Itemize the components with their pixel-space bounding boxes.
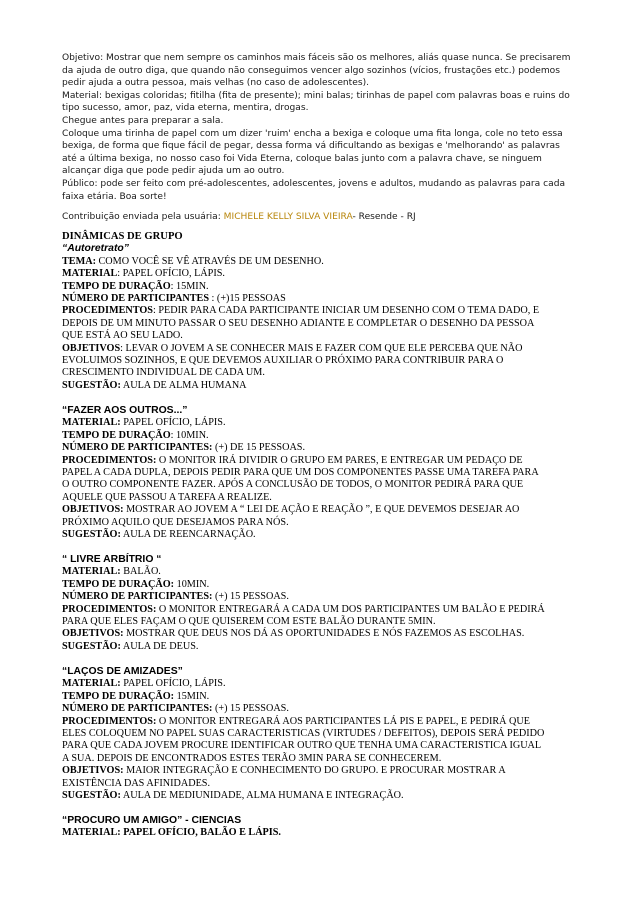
field-value: O OUTRO COMPONENTE FAZER. APÓS A CONCLUSÃO DE TODOS, O MONITOR PEDIRÁ PARA QUE [62, 479, 524, 491]
field-label: TEMPO DE DURAÇÃO: [62, 578, 175, 590]
field-label: OBJETIVOS: [62, 765, 124, 777]
field-value: O MONITOR ENTREGARÁ A CADA UM DOS PARTICIPANTES UM BALÃO E PEDIRÁ [156, 603, 545, 615]
field-value: A SUA. DEPOIS DE ENCONTRADOS ESTES TERÃO 3MIN PARA SE CONHECEREM. [62, 752, 442, 764]
field-label: MATERIAL: [62, 678, 121, 690]
field-value: : PAPEL OFÍCIO, LÁPIS. [117, 268, 225, 280]
field-label: MATERIAL: [62, 566, 121, 578]
field-label: OBJETIVOS [62, 342, 121, 354]
intro-line: faixa etária. Boa sorte! [62, 191, 167, 202]
contribution-prefix: Contribuição enviada pela usuária: [62, 212, 224, 223]
intro-line: Coloque uma tirinha de papel com um dizer 'ruim' encha a bexiga e coloque uma fita longa, cole no teto essa [62, 128, 563, 139]
intro-line: Público: pode ser feito com pré-adolescentes, adolescentes, jovens e adultos, mudando as palavras para cada [62, 178, 566, 189]
section-title: “ LIVRE ARBÍTRIO “ [62, 554, 162, 565]
field-value: PRÓXIMO AQUILO QUE DESEJAMOS PARA NÓS. [62, 516, 289, 528]
field-label: TEMPO DE DURAÇÃO [62, 280, 171, 292]
field-value: 10MIN. [174, 578, 210, 590]
field-label: SUGESTÃO: [62, 640, 121, 652]
intro-line: pedir ajuda a outra pessoa, mais velhas (no caso de adolescentes). [62, 78, 370, 89]
field-value: PAPEL OFÍCIO, LÁPIS. [120, 678, 226, 690]
field-value: MAIOR INTEGRAÇÃO E CONHECIMENTO DO GRUPO. E PROCURAR MOSTRAR A [123, 765, 506, 777]
section-title: “LAÇOS DE AMIZADES” [62, 666, 183, 677]
field-value: AULA DE DEUS. [120, 640, 199, 652]
field-label: TEMA: [62, 255, 96, 267]
field-value: EXISTÊNCIA DAS AFINIDADES. [62, 777, 211, 789]
section-title: “Autoretrato” [62, 243, 129, 255]
field-value: AULA DE ALMA HUMANA [120, 379, 247, 391]
field-value: PARA QUE ELES FAÇAM O QUE QUISEREM COM ESTE BALÃO DURANTE 5MIN. [62, 615, 436, 627]
field-value: AULA DE MEDIUNIDADE, ALMA HUMANA E INTEGRAÇÃO. [120, 789, 404, 801]
field-value: 15MIN. [174, 690, 210, 702]
intro-line: até a última bexiga, no nosso caso foi Vida Eterna, coloque balas junto com a palavra chave, se ninguem [62, 153, 542, 164]
field-label: OBJETIVOS: [62, 504, 124, 516]
field-value: (+) 15 PESSOAS. [212, 591, 289, 603]
contribution-credit [62, 211, 582, 224]
field-label: SUGESTÃO: [62, 379, 121, 391]
field-value: COMO VOCÊ SE VÊ ATRAVÉS DE UM DESENHO. [95, 255, 324, 267]
intro-line: alcançar diga que pode pedir ajuda um ao outro. [62, 166, 285, 177]
field-value: O MONITOR IRÁ DIVIDIR O GRUPO EM PARES, E ENTREGAR UM PEDAÇO DE [156, 454, 523, 466]
section-autoretrato [62, 231, 582, 392]
field-label: SUGESTÃO: [62, 528, 121, 540]
intro-line: da ajuda de outro diga, que quando não conseguimos vencer algo sozinhos (vícios, frustações etc.) podemos [62, 65, 560, 76]
field-value: ELES COLOQUEM NO PAPEL SUAS CARACTERISTICAS (VIRTUDES / DEFEITOS), DEPOIS SERÁ PEDIDO [62, 727, 545, 739]
contribution-suffix: - Resende - RJ [352, 212, 416, 223]
field-label: PROCEDIMENTOS: [62, 454, 157, 466]
contributor-name-link[interactable]: MICHELE KELLY SILVA VIEIRA [223, 212, 353, 223]
intro-line: bexiga, de forma que fique fácil de pegar, dessa forma vá dificultando as bexigas e 'melhorando' as palavras [62, 141, 560, 152]
field-value: MOSTRAR QUE DEUS NOS DÁ AS OPORTUNIDADES E NÓS FAZEMOS AS ESCOLHAS. [123, 628, 525, 640]
field-value: (+) DE 15 PESSOAS. [212, 442, 306, 454]
field-line: MATERIAL: PAPEL OFÍCIO, BALÃO E LÁPIS. [62, 827, 281, 839]
field-label: PROCEDIMENTOS: [62, 715, 157, 727]
section-fazer-aos-outros [62, 405, 582, 541]
intro-line: Chegue antes para preparar a sala. [62, 115, 224, 126]
field-value: (+) 15 PESSOAS. [212, 703, 289, 715]
field-value: QUE ESTÁ AO SEU LADO. [62, 330, 183, 342]
field-label: OBJETIVOS: [62, 628, 124, 640]
field-value: BALÃO. [120, 566, 161, 578]
field-label: NÚMERO DE PARTICIPANTES: [62, 591, 213, 603]
field-value: PAPEL OFÍCIO, LÁPIS. [120, 417, 226, 429]
field-label: NÚMERO DE PARTICIPANTES: [62, 442, 213, 454]
section-procuro-um-amigo [62, 815, 582, 840]
field-label: TEMPO DE DURAÇÃO: [62, 690, 175, 702]
field-label: NÚMERO DE PARTICIPANTES: [62, 703, 213, 715]
field-value: : LEVAR O JOVEM A SE CONHECER MAIS E FAZER COM QUE ELE PERCEBA QUE NÃO [120, 342, 523, 354]
section-livre-arbitrio [62, 554, 582, 653]
field-value: CRESCIMENTO INDIVIDUAL DE CADA UM. [62, 367, 265, 379]
field-value: EVOLUIMOS SOZINHOS, E QUE DEVEMOS AUXILIAR O PRÓXIMO PARA CONTRIBUIR PARA O [62, 354, 504, 366]
intro-line: Material: bexigas coloridas; fitilha (fita de presente); mini balas; tirinhas de papel com palavras boas e ruins do [62, 90, 570, 101]
field-value: MOSTRAR AO JOVEM A “ LEI DE AÇÃO E REAÇÃO ”, E QUE DEVEMOS DESEJAR AO [123, 504, 520, 516]
field-label: PROCEDIMENTOS [62, 305, 153, 317]
field-value: PAPEL A CADA DUPLA, DEPOIS PEDIR PARA QUE UM DOS COMPONENTES PASSE UMA TAREFA PARA [62, 466, 539, 478]
intro-line: Objetivo: Mostrar que nem sempre os caminhos mais fáceis são os melhores, aliás quase nunca. Se precisarem [62, 53, 571, 63]
field-label: MATERIAL [62, 268, 118, 280]
field-label: TEMPO DE DURAÇÃO [62, 429, 171, 441]
intro-line: tipo sucesso, amor, paz, vida eterna, mentira, drogas. [62, 103, 309, 114]
field-value: : (+)15 PESSOAS [209, 292, 286, 304]
field-value: AQUELE QUE PASSOU A TAREFA A REALIZE. [62, 491, 272, 503]
field-value: AULA DE REENCARNAÇÃO. [120, 528, 256, 540]
field-value: DEPOIS DE UM MINUTO PASSAR O SEU DESENHO ADIANTE E COMPLETAR O DESENHO DA PESSOA [62, 317, 535, 329]
field-value: : 15MIN. [170, 280, 209, 292]
field-label: NÚMERO DE PARTICIPANTES [62, 292, 209, 304]
field-value: : 10MIN. [170, 429, 209, 441]
section-title: “PROCURO UM AMIGO” - CIENCIAS [62, 815, 242, 826]
intro-block [62, 52, 582, 224]
field-value: : PEDIR PARA CADA PARTICIPANTE INICIAR UM DESENHO COM O TEMA DADO, E [152, 305, 540, 317]
field-label: PROCEDIMENTOS: [62, 603, 157, 615]
section-lacos-de-amizades [62, 666, 582, 802]
document-heading: DINÂMICAS DE GRUPO [62, 231, 183, 242]
field-label: SUGESTÃO: [62, 789, 121, 801]
field-label: MATERIAL: [62, 417, 121, 429]
section-title: “FAZER AOS OUTROS...” [62, 405, 188, 416]
field-value: O MONITOR ENTREGARÁ AOS PARTICIPANTES LÁ PIS E PAPEL, E PEDIRÁ QUE [156, 715, 530, 727]
field-value: PARA QUE CADA JOVEM PROCURE IDENTIFICAR OUTRO QUE TENHA UMA CARACTERISTICA IGUAL [62, 740, 542, 752]
